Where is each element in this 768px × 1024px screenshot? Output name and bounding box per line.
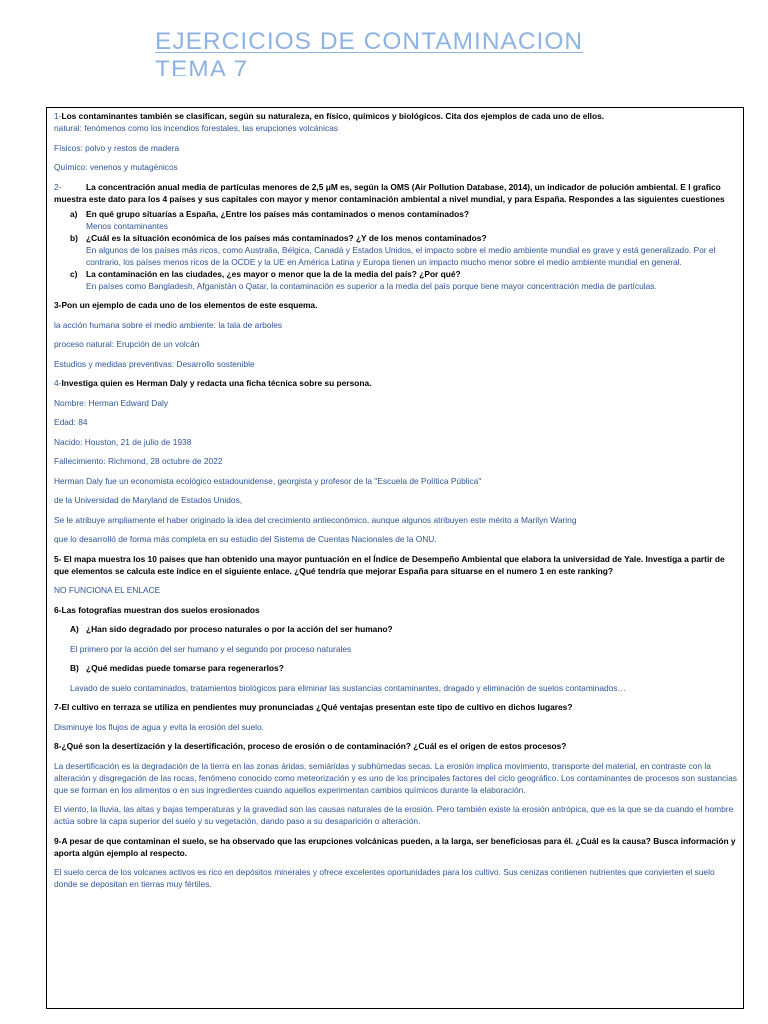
answer-text: En algunos de los países más ricos, como Australia, Bélgica, Canadá y Estados Unidos, el impacto sobre el medio ambiente mundial es grave y está generalizado. Por el contrario, los países menos ricos de la OCDE y la UE en América Latina y Europa tienen un impacto mucho menor sobre el medio ambiente mundial en general.	[86, 244, 716, 267]
answer-text: Físicos: polvo y restos de madera	[54, 142, 180, 153]
list-marker: c)	[70, 268, 78, 279]
answer-text: La desertificación es la degradación de la tierra en las zonas áridas, semiáridas y subhúmedas secas. La erosión implica movimiento, transporte del material, en contraste con la alteración y disgregación de las rocas, fenómeno conocido como meteorización y es uno de los principales factores del ciclo geográfico. Los contaminantes de procesos son sustancias que se forman en los alimentos o en sus ingredientes cuando aquellos experimentan cambios químicos durante la elaboración.	[54, 760, 737, 795]
list-marker: A)	[70, 624, 79, 634]
answer-text: Disminuye los flujos de agua y evita la erosión del suelo.	[54, 721, 264, 732]
answer-text: proceso natural: Erupción de un volcán	[54, 339, 200, 349]
answer-text: la acción humana sobre el medio ambiente: la tala de arboles	[54, 319, 283, 330]
subquestion-c	[70, 268, 740, 280]
subquestion-a	[70, 623, 740, 635]
answer-text: En países como Bangladesh, Afganistán o Qatar, la contaminación es superior a la media del país porque tiene mayor concentración media de partículas.	[86, 280, 657, 291]
answer-text: Herman Daly fue un economista ecológico estadounidense, georgista y profesor de la "Escuela de Política Pública"	[54, 475, 482, 486]
answer-text: Edad: 84	[54, 417, 88, 427]
answer-text: Nacido: Houston, 21 de julio de 1938	[54, 436, 192, 447]
subquestion-text: ¿Qué medidas puede tomarse para regenerarlos?	[86, 663, 284, 673]
question-7: 7-El cultivo en terraza se utiliza en pendientes muy pronunciadas ¿Qué ventajas presentan este tipo de cultivo en dichos lugares?	[54, 702, 573, 712]
list-marker: b)	[70, 232, 78, 243]
document-body	[54, 110, 740, 890]
answer-text: Fallecimiento: Richmond, 28 octubre de 2022	[54, 456, 223, 466]
list-marker: a)	[70, 208, 78, 219]
answer-text: que lo desarrolló de forma más completa en su estudio del Sistema de Cuentas Nacionales de la ONU.	[54, 534, 437, 544]
question-text: La concentración anual media de partículas menores de 2,5 μM es, según la OMS (Air Pollution Database, 2014), un indicador de polución ambiental. E l grafico muestra este dato para los 4 países y sus capitales con mayor y menor contaminación ambiental a nivel mundial, y para España. Respondes a las siguientes cuestiones	[54, 181, 725, 204]
answer-text: Lavado de suelo contaminados, tratamientos biológicos para eliminar las sustancias contaminantes, dragado y eliminación de suelos contaminados…	[70, 682, 626, 693]
subquestion-text: La contaminación en las ciudades, ¿es mayor o menor que la de la media del país? ¿Por qué?	[86, 268, 461, 279]
subquestion-b	[70, 662, 740, 674]
list-marker: B)	[70, 663, 79, 673]
answer-text: Nombre: Herman Edward Daly	[54, 397, 169, 408]
title-line-2: TEMA 7	[155, 56, 249, 76]
question-4	[54, 377, 740, 389]
answer-text: Estudios y medidas preventivas: Desarrollo sostenible	[54, 358, 255, 369]
answer-text: Menos contaminantes	[86, 220, 168, 231]
question-9: 9-A pesar de que contaminan el suelo, se ha observado que las erupciones volcánicas pueden, a la larga, ser beneficiosas para él. ¿Cuál es la causa? Busca información y aporta algún ejemplo al respecto.	[54, 835, 736, 858]
question-text: Investiga quien es Herman Daly y redacta una ficha técnica sobre su persona.	[61, 378, 372, 388]
answer-text: El viento, la lluvia, las altas y bajas temperaturas y la gravedad son las causas naturales de la erosión. Pero también existe la erosión antrópica, que es la que se da cuando el hombre actúa sobre la capa superior del suelo y su vegetación, dando paso a su desaparición o alteración.	[54, 804, 734, 826]
question-5: 5- El mapa muestra los 10 países que han obtenido una mayor puntuación en el Índice de Desempeño Ambiental que elabora la universidad de Yale. Investiga a partir de que elementos se calcula este índice en el siguiente enlace. ¿Qué tendría que mejorar España para situarse en el numero 1 en este ranking?	[54, 553, 725, 576]
answer-text: El primero por la acción del ser humano y el segundo por proceso naturales	[70, 643, 352, 654]
subquestion-text: En qué grupo situarías a España, ¿Entre los países más contaminados o menos contaminados?	[86, 208, 470, 219]
subquestion-text: ¿Cuál es la situación económica de los países más contaminados? ¿Y de los menos contaminados?	[86, 232, 487, 243]
question-number: 4-	[54, 378, 62, 388]
subquestion-a	[70, 208, 740, 220]
document-title	[155, 28, 635, 76]
answer-text: natural: fenómenos como los incendios forestales, las erupciones volcánicas	[54, 123, 338, 133]
question-8: 8-¿Qué son la desertización y la desertificación, proceso de erosión o de contaminación? ¿Cuál es el origen de estos procesos?	[54, 741, 567, 751]
question-2	[54, 181, 740, 205]
answer-text: El suelo cerca de los volcanes activos es rico en depósitos minerales y ofrece excelentes oportunidades para los cultivo. Sus cenizas contienen nutrientes que convierten el suelo donde se depositan en tierras muy fértiles.	[54, 867, 715, 889]
question-number: 1-	[54, 111, 62, 121]
answer-text: NO FUNCIONA EL ENLACE	[54, 585, 161, 595]
subquestion-text: ¿Han sido degradado por proceso naturales o por la acción del ser humano?	[86, 624, 393, 634]
answer-text: Se le atribuye ampliamente el haber originado la idea del crecimiento antieconómico, aunque algunos atribuyen este mérito a Marilyn Waring	[54, 514, 577, 525]
title-line-1: EJERCICIOS DE CONTAMINACION	[155, 28, 584, 55]
subquestion-b	[70, 232, 740, 244]
question-3: 3-Pon un ejemplo de cada uno de los elementos de este esquema.	[54, 300, 318, 310]
answer-text: de la Universidad de Maryland de Estados Unidos,	[54, 495, 243, 505]
question-text: Los contaminantes también se clasifican, según su naturaleza, en físico, químicos y biológicos. Cita dos ejemplos de cada uno de ellos.	[61, 111, 605, 121]
question-6: 6-Las fotografías muestran dos suelos erosionados	[54, 604, 260, 615]
answer-text: Químico: venenos y mutagénicos	[54, 162, 178, 172]
question-1	[54, 110, 740, 122]
question-number: 2-	[54, 181, 62, 192]
